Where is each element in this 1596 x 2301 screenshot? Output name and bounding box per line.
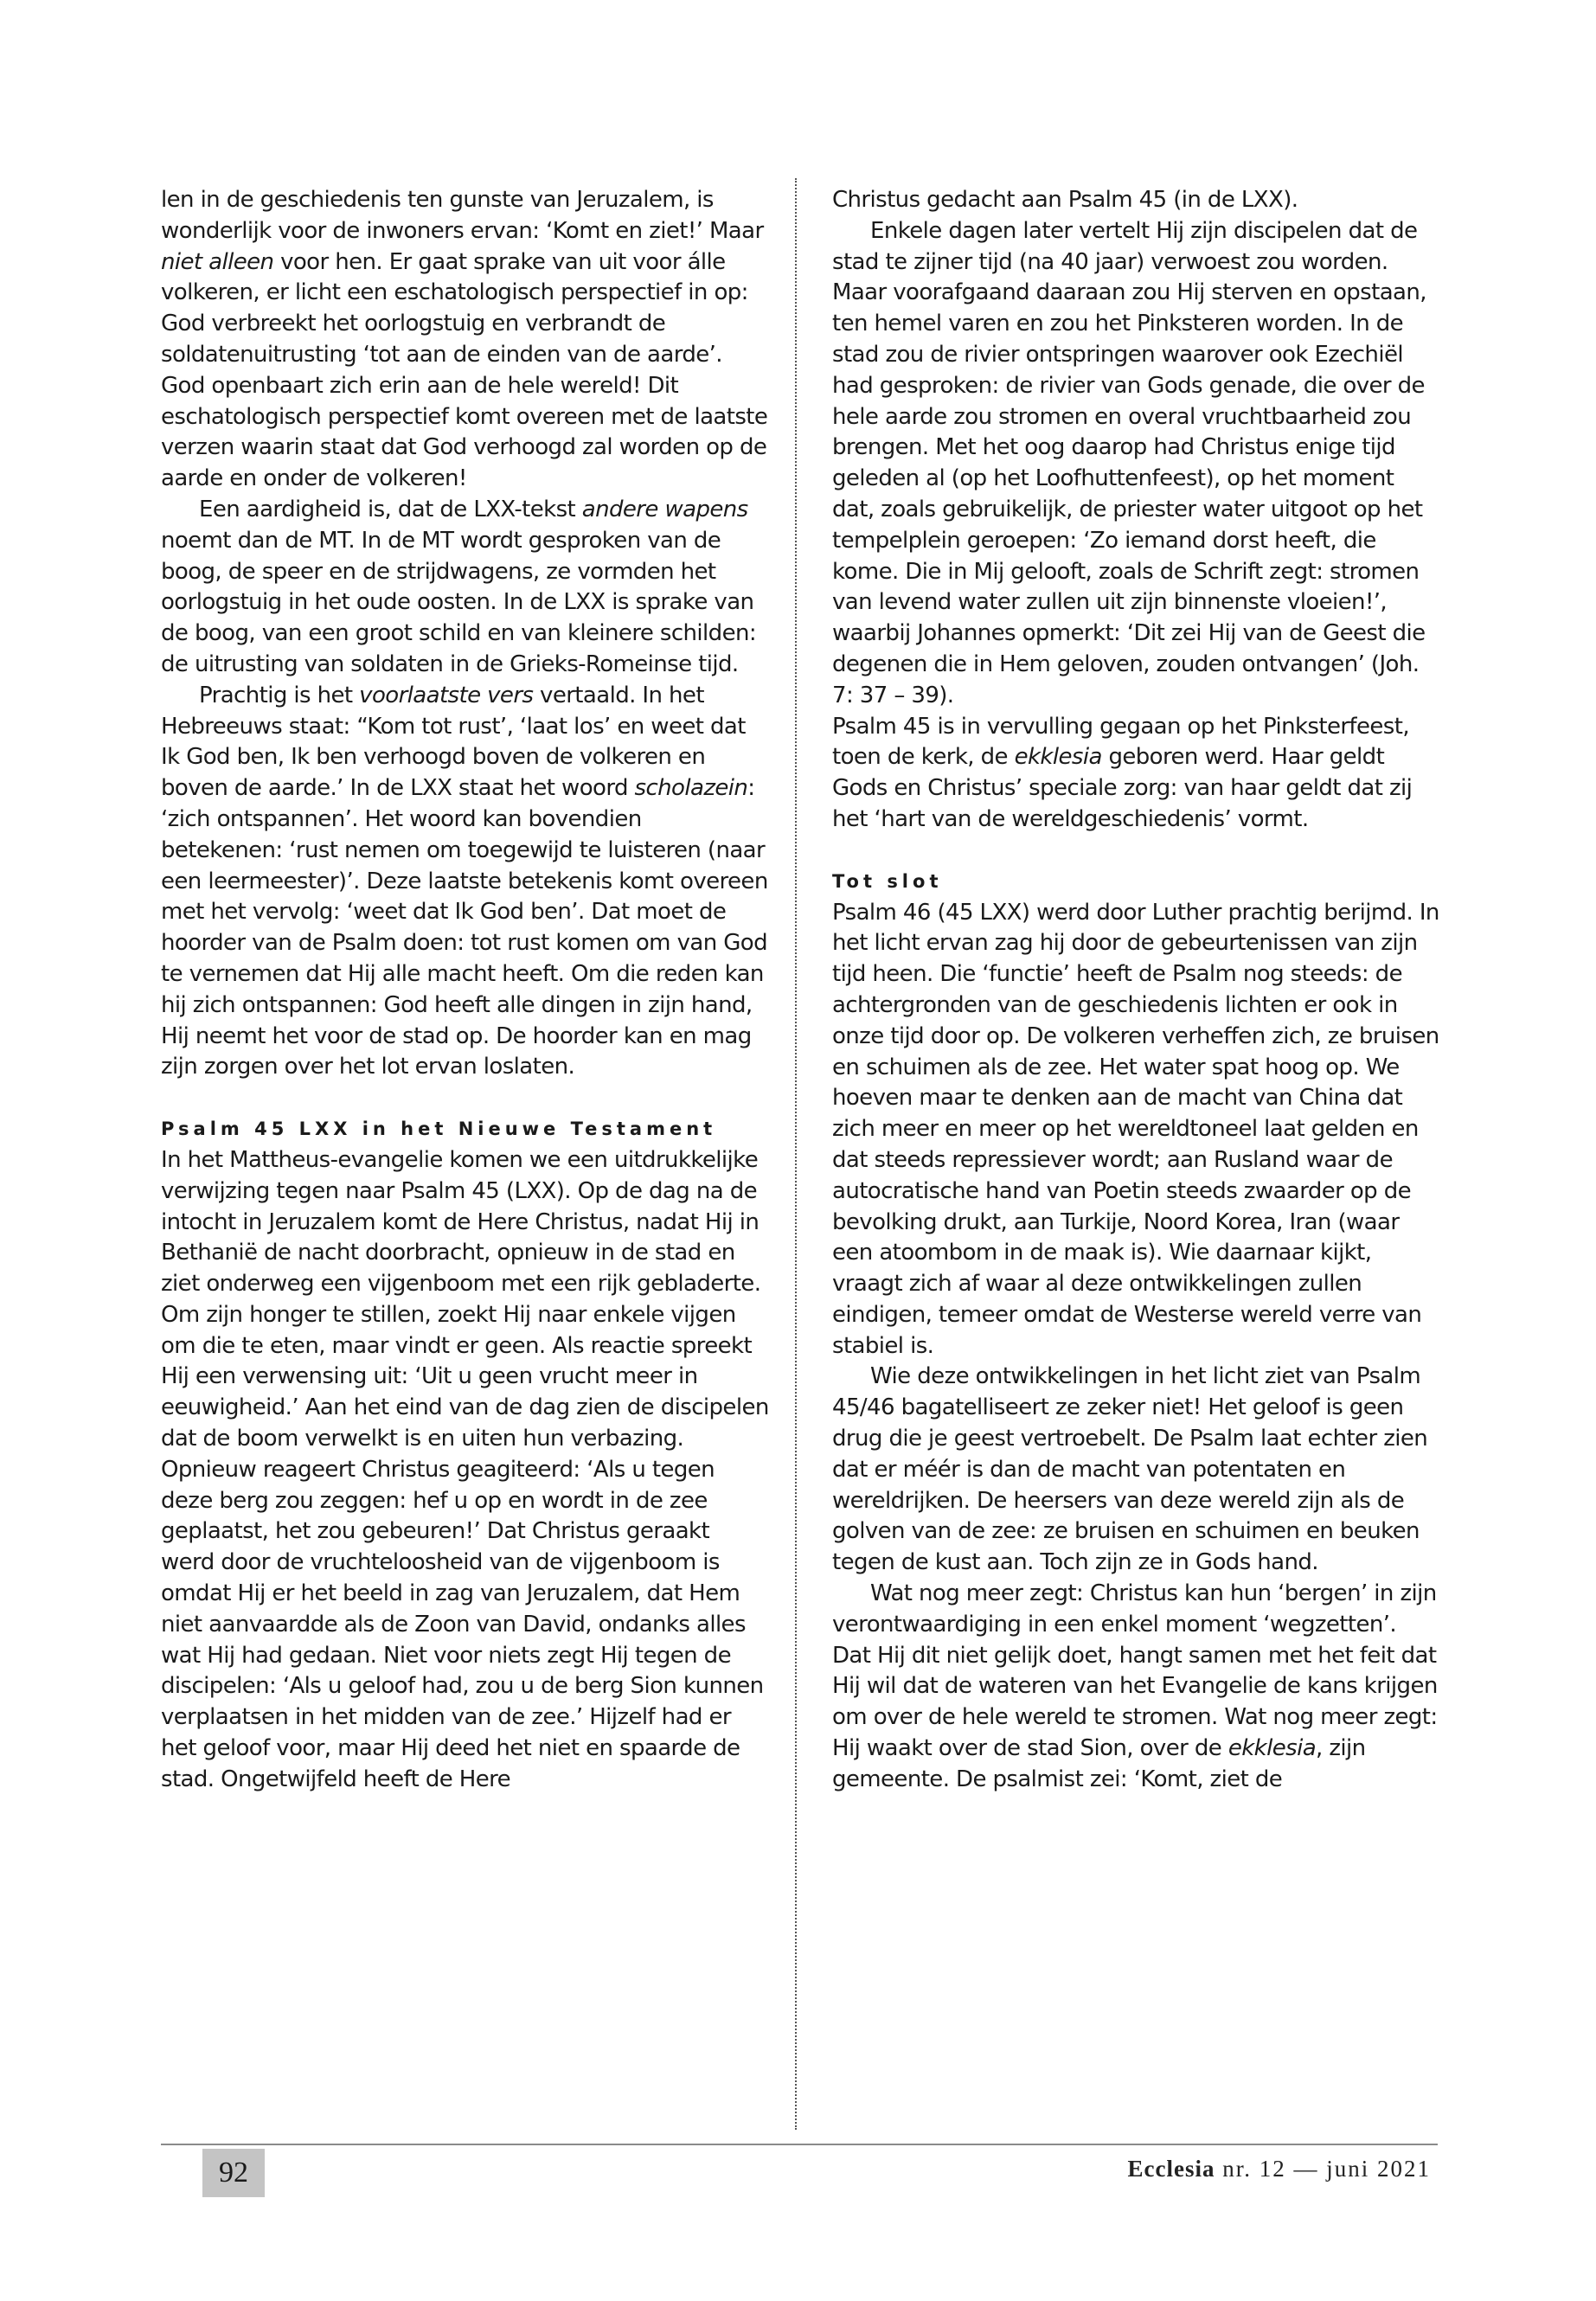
right-paragraph-3: Psalm 45 is in vervulling gegaan op het Pinksterfeest, toen de kerk, de ekklesia geboren werd. Haar geldt Gods en Christus’ speciale zorg: van haar geldt dat zij het ‘hart van de wereldgeschiedenis’ vormt. [832, 713, 1413, 832]
journal-name: Ecclesia [1127, 2156, 1215, 2182]
right-paragraph-5: Wie deze ontwikkelingen in het licht ziet van Psalm 45/46 bagatelliseert ze zeker niet! Het geloof is geen drug die je geest vertroebelt. De Psalm laat echter zien dat er méér is dan de macht van potentaten en wereldrijken. De heersers van deze wereld zijn als de golven van de zee: ze bruisen en schuimen en beuken tegen de kust aan. Toch zijn ze in Gods hand. [832, 1363, 1428, 1576]
section-gap [832, 836, 1440, 867]
right-paragraph-4: Psalm 46 (45 LXX) werd door Luther prachtig berijmd. In het licht ervan zag hij door de gebeurtenissen van zijn tijd heen. Die ‘functie’ heeft de Psalm nog steeds: de achtergronden van de geschiedenis lichten er ook in onze tijd door op. De volkeren verheffen zich, ze bruisen en schuimen als de zee. Het water spat hoog op. We hoeven maar te denken aan de macht van China dat zich meer en meer op het wereldtoneel laat gelden en dat steeds repressiever wordt; aan Rusland waar de autocratische hand van Poetin steeds zwaarder op de bevolking drukt, aan Turkije, Noord Korea, Iran (waar een atoombom in de maak is). Wie daarnaar kijkt, vraagt zich af waar al deze ontwikkelingen zullen eindigen, temeer omdat de Westerse wereld verre van stabiel is. [832, 899, 1439, 1359]
section-heading-psalm-45: Psalm 45 LXX in het Nieuwe Testament [161, 1118, 717, 1140]
page-number: 92 [202, 2149, 265, 2197]
journal-footer [1128, 2156, 1432, 2182]
left-paragraph-3: Prachtig is het voorlaatste vers vertaald. In het Hebreeuws staat: “Kom tot rust’, ‘laat los’ en weet dat Ik God ben, Ik ben verhoogd boven de volkeren en boven de aarde.’ In de LXX staat het woord scholazein: ‘zich ontspannen’. Het woord kan bovendien betekenen: ‘rust nemen om toegewijd te luisteren (naar een leermeester)’. Deze laatste betekenis komt overeen met het vervolg: ‘weet dat Ik God ben’. Dat moet de hoorder van de Psalm doen: tot rust komen om van God te vernemen dat Hij alle macht heeft. Om die reden kan hij zich ontspannen: God heeft alle dingen in zijn hand, Hij neemt het voor de stad op. De hoorder kan en mag zijn zorgen over het lot ervan loslaten. [161, 682, 768, 1080]
left-paragraph-2: Een aardigheid is, dat de LXX-tekst andere wapens noemt dan de MT. In de MT wordt gesproken van de boog, de speer en de strijdwagens, ze vormden het oorlogstuig in het oude oosten. In de LXX is sprake van de boog, van een groot schild en van kleinere schilden: de uitrusting van soldaten in de Grieks-Romeinse tijd. [161, 496, 757, 677]
footer-rule [161, 2144, 1438, 2145]
journal-issue: nr. 12 — juni 2021 [1222, 2156, 1431, 2182]
right-paragraph-2: Enkele dagen later vertelt Hij zijn discipelen dat de stad te zijner tijd (na 40 jaar) verwoest zou worden. Maar voorafgaand daaraan zou Hij sterven en opstaan, ten hemel varen en zou het Pinksteren worden. In de stad zou de rivier ontspringen waarover ook Ezechiël had gesproken: de rivier van Gods genade, die over de hele aarde zou stromen en overal vruchtbaarheid zou brengen. Met het oog daarop had Christus enige tijd geleden al (op het Loofhuttenfeest), op het moment dat, zoals gebruikelijk, de priester water uitgoot op het tempelplein geroepen: ‘Zo iemand dorst heeft, die kome. Die in Mij gelooft, zoals de Schrift zegt: stromen van levend water zullen uit zijn binnenste vloeien!’, waarbij Johannes opmerkt: ‘Dit zei Hij van de Geest die degenen die in Hem geloven, zouden ontvangen’ (Joh. 7: 37 – 39). [832, 217, 1426, 708]
right-paragraph-1: Christus gedacht aan Psalm 45 (in de LXX). [832, 187, 1298, 213]
section-gap [161, 1083, 769, 1114]
left-paragraph-1: len in de geschiedenis ten gunste van Jeruzalem, is wonderlijk voor de inwoners ervan: ‘Komt en ziet!’ Maar niet alleen voor hen. Er gaat sprake van uit voor álle volkeren, er licht een eschatologisch perspectief in op: God verbreekt het oorlogstuig en verbrandt de soldatenuitrusting ‘tot aan de einden van de aarde’. God openbaart zich erin aan de hele wereld! Dit eschatologisch perspectief komt overeen met de laatste verzen waarin staat dat God verhoogd zal worden op de aarde en onder de volkeren! [161, 187, 768, 492]
left-column [161, 185, 769, 1796]
column-divider [795, 178, 797, 2130]
right-column [832, 185, 1440, 1796]
section-heading-tot-slot: Tot slot [832, 870, 943, 892]
right-paragraph-6: Wat nog meer zegt: Christus kan hun ‘bergen’ in zijn verontwaardiging in een enkel moment ‘wegzetten’. Dat Hij dit niet gelijk doet, hangt samen met het feit dat Hij wil dat de wateren van het Evangelie de kans krijgen om over de hele wereld te stromen. Wat nog meer zegt: Hij waakt over de stad Sion, over de ekklesia, zijn gemeente. De psalmist zei: ‘Komt, ziet de [832, 1580, 1438, 1792]
left-paragraph-4: In het Mattheus-evangelie komen we een uitdrukkelijke verwijzing tegen naar Psalm 45 (LXX). Op de dag na de intocht in Jeruzalem komt de Here Christus, nadat Hij in Bethanië de nacht doorbracht, opnieuw in de stad en ziet onderweg een vijgenboom met een rijk gebladerte. Om zijn honger te stillen, zoekt Hij naar enkele vijgen om die te eten, maar vindt er geen. Als reactie spreekt Hij een verwensing uit: ‘Uit u geen vrucht meer in eeuwigheid.’ Aan het eind van de dag zien de discipelen dat de boom verwelkt is en uiten hun verbazing. Opnieuw reageert Christus geagiteerd: ‘Als u tegen deze berg zou zeggen: hef u op en wordt in de zee geplaatst, het zou gebeuren!’ Dat Christus geraakt werd door de vruchteloosheid van de vijgenboom is omdat Hij er het beeld in zag van Jeruzalem, dat Hem niet aanvaardde als de Zoon van David, ondanks alles wat Hij had gedaan. Niet voor niets zegt Hij tegen de discipelen: ‘Als u geloof had, zou u de berg Sion kunnen verplaatsen in het midden van de zee.’ Hijzelf had er het geloof voor, maar Hij deed het niet en spaarde de stad. Ongetwijfeld heeft de Here [161, 1146, 769, 1792]
